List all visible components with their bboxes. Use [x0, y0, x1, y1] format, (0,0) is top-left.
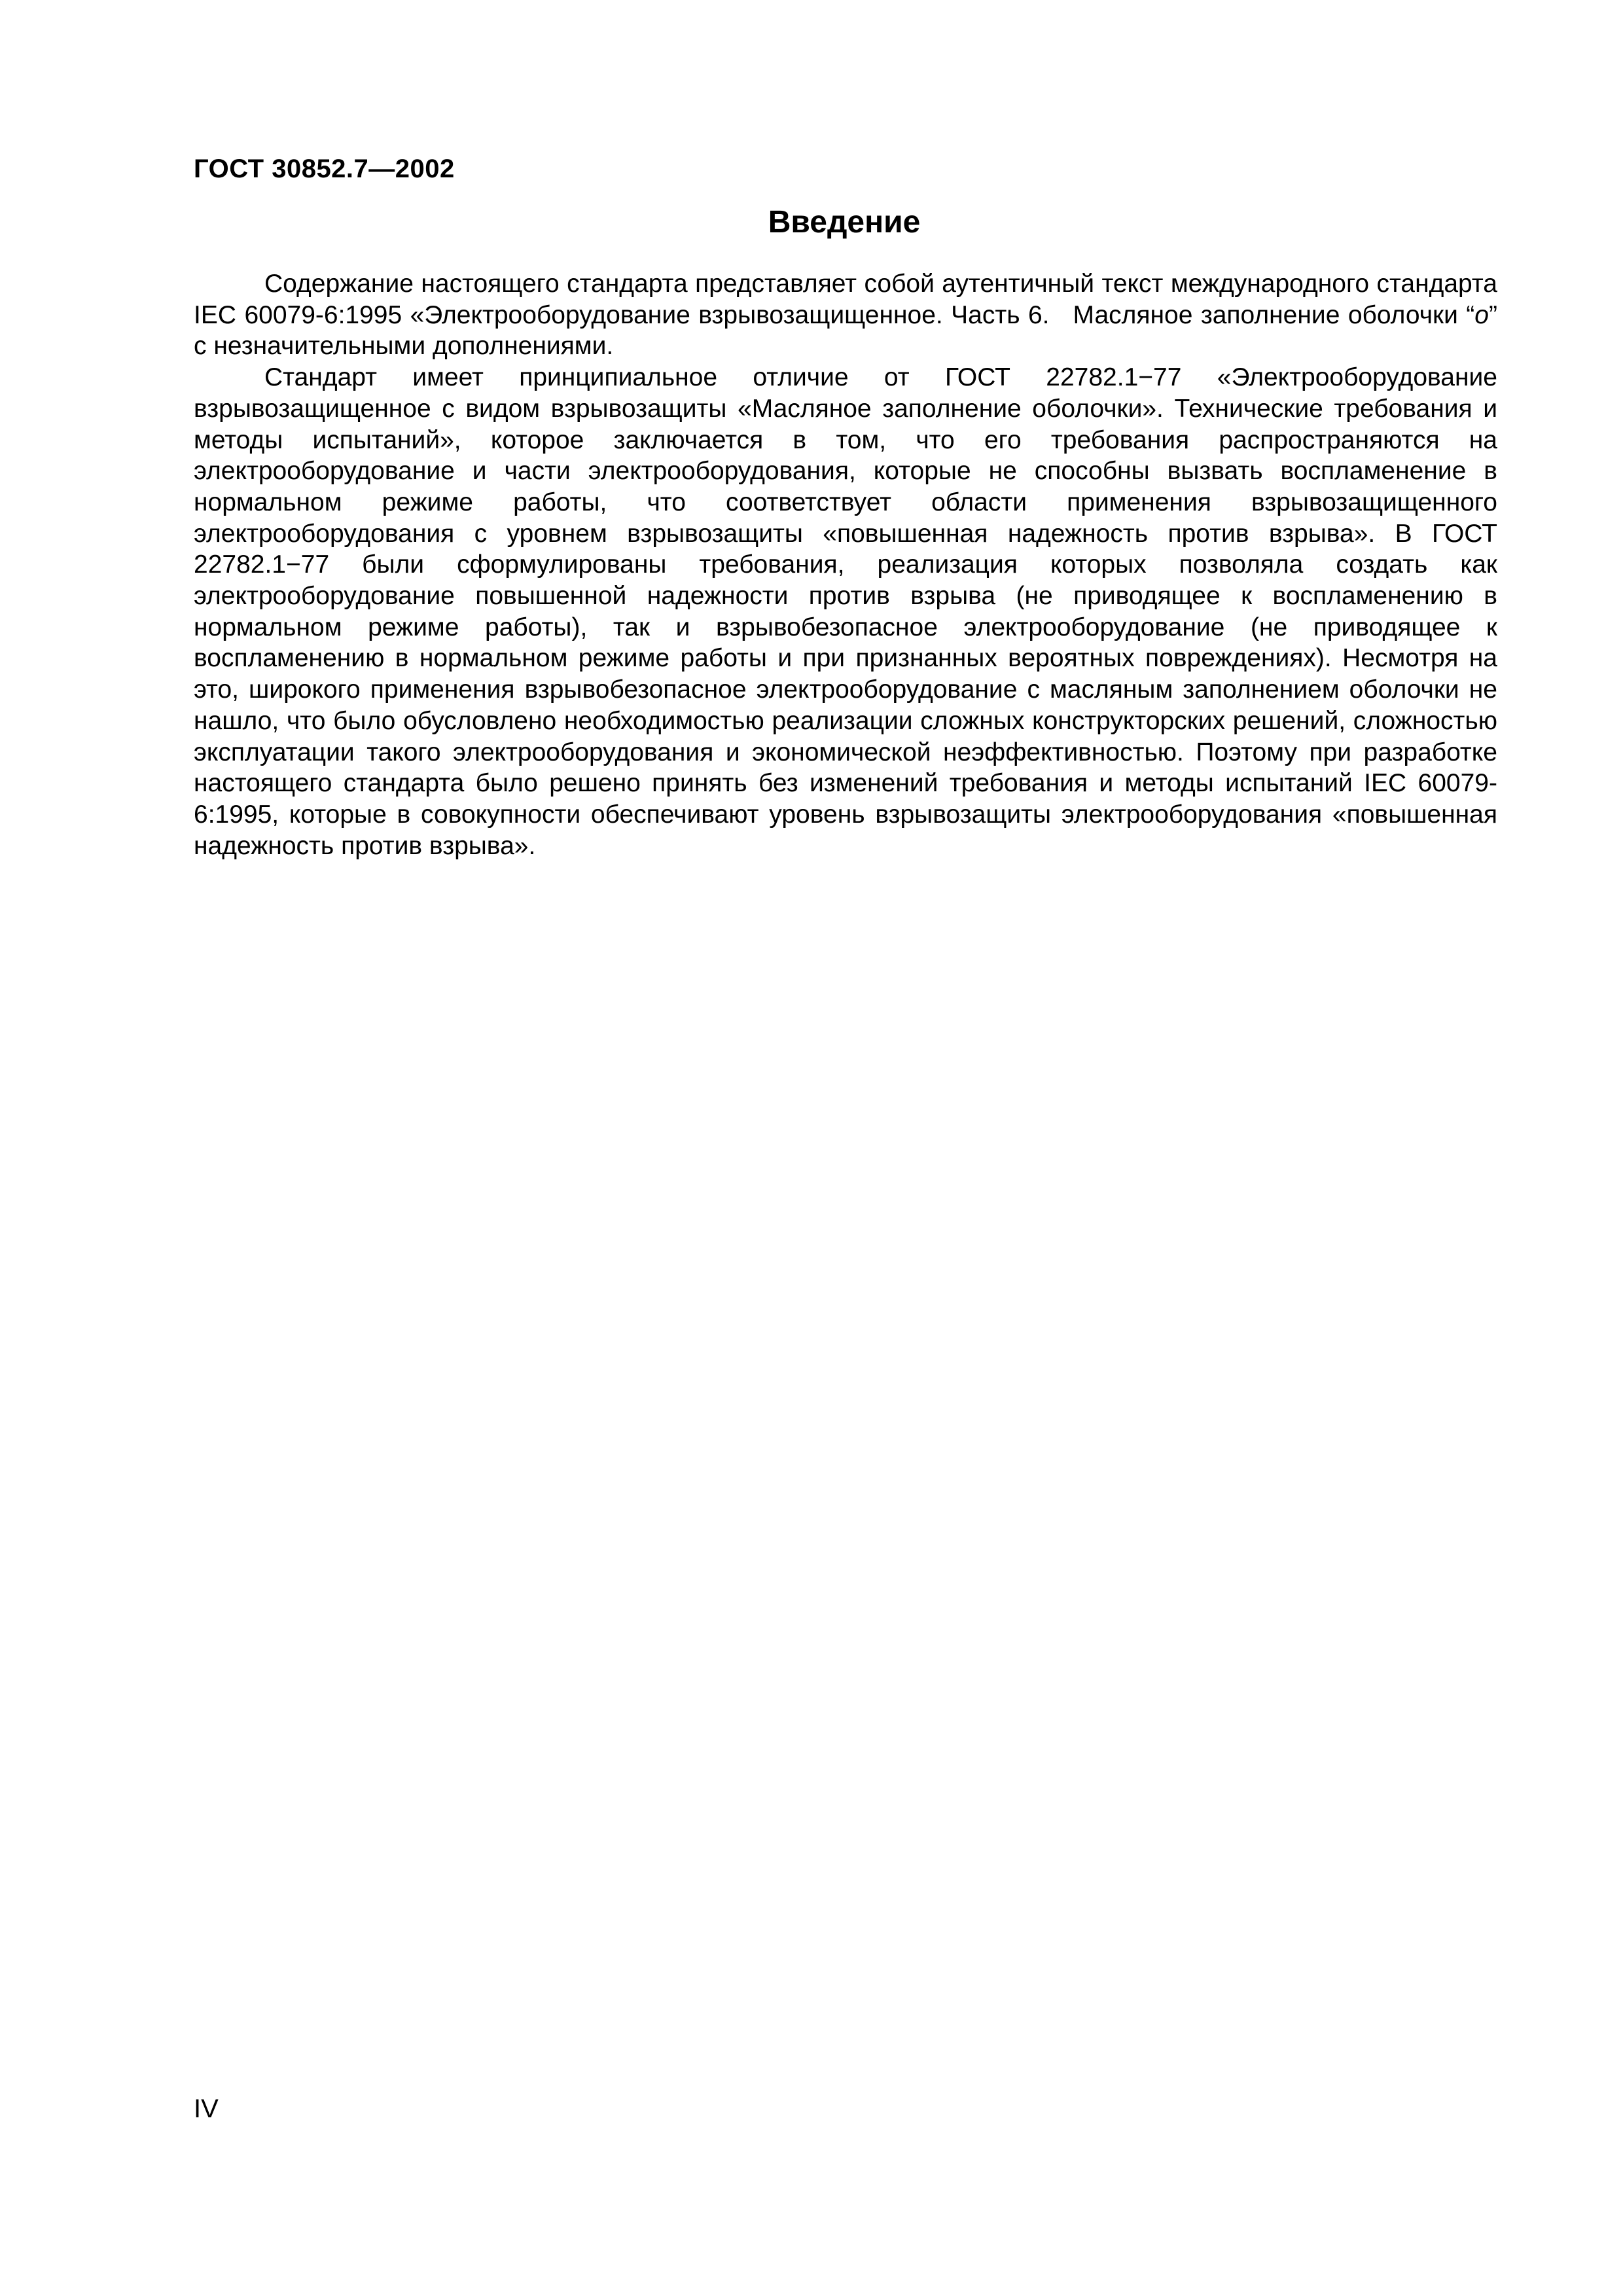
document-id-header: ГОСТ 30852.7—2002	[194, 154, 455, 183]
paragraph-1-text-a: Содержание настоящего стандарта представляет собой аутентичный текст международного стандарта IEC 60079-6:1995 «Электрооборудование взрывозащищенное. Часть 6.	[194, 270, 1497, 329]
paragraph-1-text-b: Масляное заполнение оболочки “	[1073, 300, 1475, 329]
paragraph-1	[194, 268, 1497, 362]
protection-type-symbol: o	[1474, 300, 1489, 329]
paragraph-2: Стандарт имеет принципиальное отличие от ГОСТ 22782.1−77 «Электрооборудование взрывозащищенное с видом взрывозащиты «Масляное заполнение оболочки». Технические требования и методы испытаний», которое заключается в том, что его требования распространяются на электрооборудование и части электрооборудования, которые не способны вызвать воспламенение в нормальном режиме работы, что соответствует области применения взрывозащищенного электрооборудования с уровнем взрывозащиты «повышенная надежность против взрыва». В ГОСТ 22782.1−77 были сформулированы требования, реализация которых позволяла создать как электрооборудование повышенной надежности против взрыва (не приводящее к воспламенению в нормальном режиме работы), так и взрывобезопасное электрооборудование (не приводящее к воспламенению в нормальном режиме работы и при признанных вероятных повреждениях). Несмотря на это, широкого применения взрывобезопасное электрооборудование с масляным заполнением оболочки не нашло, что было обусловлено необходимостью реализации сложных конструкторских решений, сложностью эксплуатации такого электрооборудования и экономической неэффективностью. Поэтому при разработке настоящего стандарта было решено принять без изменений требования и методы испытаний IEC 60079-6:1995, которые в совокупности обеспечивают уровень взрывозащиты электрооборудования «повышенная надежность против взрыва».	[194, 363, 1497, 860]
page-number: IV	[194, 2094, 219, 2123]
section-body	[194, 268, 1497, 861]
section-title: Введение	[768, 205, 921, 240]
paragraph-1-text-c: ” с незначительными дополнениями.	[194, 300, 1497, 361]
